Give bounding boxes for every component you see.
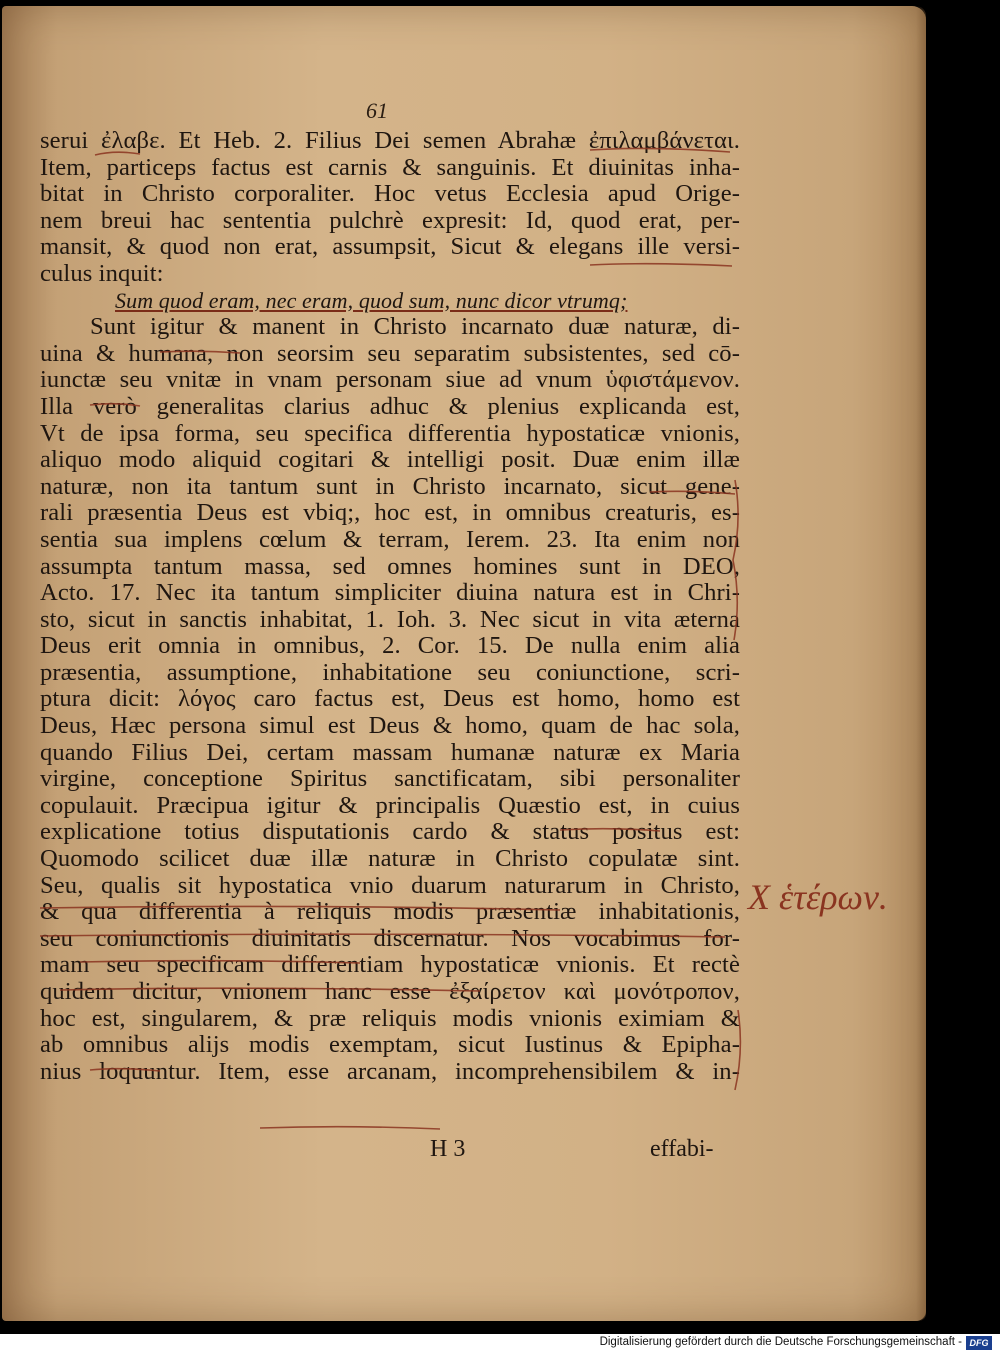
text-line: Seu, qualis sit hypostatica vnio duarum naturarum in Christo, [40,871,740,899]
text-line: Item, particeps factus est carnis & sanguinis. Et diuinitas inha- [40,153,740,181]
text-line: mam seu specificam differentiam hypostaticæ vnionis. Et rectè [40,951,740,979]
text-line: bitat in Christo corporaliter. Hoc vetus Ecclesia apud Orige- [40,180,740,208]
text-line: virgine, conceptione Spiritus sanctificatam, sibi personaliter [40,765,740,793]
funding-credit: Digitalisierung gefördert durch die Deutsche Forschungsgemeinschaft - [599,1336,962,1348]
text-block [40,128,740,1085]
catchword: effabi- [650,1136,714,1162]
text-line: Sunt igitur & manent in Christo incarnato duæ naturæ, di- [90,313,740,341]
dfg-logo: DFG [966,1336,992,1350]
text-line: nius loquuntur. Item, esse arcanam, incomprehensibilem & in- [40,1057,740,1085]
text-line: Deus, Hæc persona simul est Deus & homo, quam de hac sola, [40,712,740,740]
page-edge [916,6,926,1321]
margin-note: X ἑτέρων. [748,877,888,917]
text-line: Vt de ipsa forma, seu specifica differentia hypostaticæ vnionis, [40,419,740,447]
verse-line: Sum quod eram, nec eram, quod sum, nunc dicor vtrumq; [115,287,628,313]
text-line: Deus erit omnia in omnibus, 2. Cor. 15. De nulla enim alia [40,632,740,660]
text-line: sto, sicut in sanctis inhabitat, 1. Ioh. 3. Nec sicut in vita æterna [40,605,740,633]
text-line: uina & humana, non seorsim seu separatim subsistentes, sed cō- [40,339,740,367]
text-line: copulauit. Præcipua igitur & principalis Quæstio est, in cuius [40,791,740,819]
text-line: rali præsentia Deus est vbiq;, hoc est, in omnibus creaturis, es- [40,499,740,527]
text-line: & qua differentia à reliquis modis præsentiæ inhabitationis, [40,898,740,926]
text-line: mansit, & quod non erat, assumpsit, Sicut & elegans ille versi- [40,233,740,261]
text-line: iunctæ seu vnitæ in vnam personam siue ad vnum ὑφιστάμενον. [40,366,740,394]
text-line: seu coniunctionis diuinitatis discernatur. Nos vocabimus for- [40,924,740,952]
text-line: assumpta tantum massa, sed omnes homines sunt in DEO, [40,552,740,580]
page-number: 61 [366,98,388,123]
text-line: culus inquit: [40,259,164,287]
text-line: quidem dicitur, vnionem hanc esse ἐξαίρετον καὶ μονότροπον, [40,978,740,1005]
text-line: ab omnibus alijs modis exemptam, sicut Iustinus & Epipha- [40,1031,740,1059]
text-line: ptura dicit: λόγος caro factus est, Deus est homo, homo est [40,685,740,713]
text-line: aliquo modo aliquid cogitari & intelligi posit. Duæ enim illæ [40,446,740,474]
text-line: Acto. 17. Nec ita tantum simpliciter diuina natura est in Chri- [40,579,740,607]
text-line: sentia sua implens cœlum & terram, Ierem. 23. Ita enim non [40,525,740,553]
signature-mark: H 3 [430,1136,466,1162]
text-line: hoc est, singularem, & præ reliquis modis vnionis eximiam & [40,1004,740,1032]
text-line: Quomodo scilicet duæ illæ naturæ in Christo copulatæ sint. [40,845,740,873]
text-line: quando Filius Dei, certam massam humanæ naturæ ex Maria [40,738,740,766]
text-line: naturæ, non ita tantum sunt in Christo incarnato, sicut gene- [40,472,740,500]
text-line: explicatione totius disputationis cardo & status positus est: [40,818,740,846]
text-line: præsentia, assumptione, inhabitatione seu coniunctione, scri- [40,658,740,686]
text-line: Illa verò generalitas clarius adhuc & plenius explicanda est, [40,392,740,420]
text-line: serui ἐλαβε. Et Heb. 2. Filius Dei semen Abrahæ ἐπιλαμβάνεται. [40,127,740,154]
text-line: nem breui hac sententia pulchrè expresit: Id, quod erat, per- [40,206,740,234]
